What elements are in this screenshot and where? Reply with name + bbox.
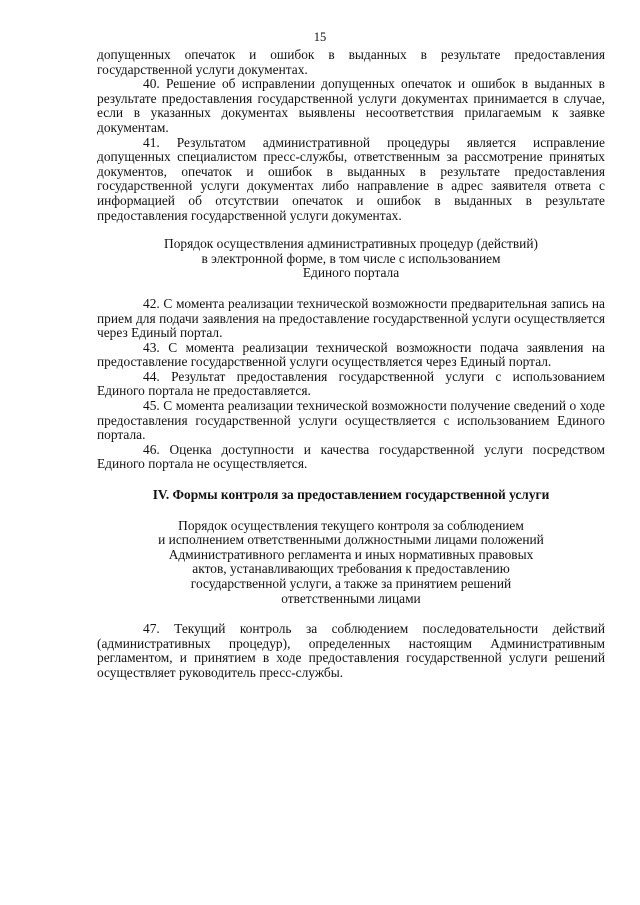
paragraph-intro: допущенных опечаток и ошибок в выданных в результате предоставления государственной услуги документах. [97,47,605,77]
subheading-electronic-procedures [97,237,605,281]
subheading-line: Административного регламента и иных нормативных правовых [168,546,534,562]
subheading-line: и исполнением ответственными должностными лицами положений [158,532,544,548]
paragraph-44: 44. Результат предоставления государственной услуги с использованием Единого портала не предоставляется. [97,368,605,399]
subheading-line: ответственными лицами [281,590,421,606]
subheading-line: Единого портала [302,265,400,281]
paragraph-43: 43. С момента реализации технической возможности подача заявления на предоставление государственной услуги осуществляется через Единый портал. [97,339,605,370]
paragraph-42: 42. С момента реализации технической возможности предварительная запись на прием для подачи заявления на предоставление государственной услуги осуществляется через Единый портал. [97,295,605,341]
paragraph-45: 45. С момента реализации технической возможности получение сведений о ходе предоставления государственной услуги осуществляется с использованием Единого портала. [97,398,605,443]
paragraph-40: 40. Решение об исправлении допущенных опечаток и ошибок в выданных в результате предоставления государственной услуги документах принимается в случае, если в указанных документах выявлены несоответствия прилагаемым к заявке документам. [97,76,605,135]
subheading-line: актов, устанавливающих требования к предоставлению [192,561,510,577]
subheading-line: Порядок осуществления административных процедур (действий) [164,236,538,252]
subheading-current-control [97,519,605,607]
paragraph-46: 46. Оценка доступности и качества государственной услуги посредством Единого портала не осуществляется. [97,441,605,472]
subheading-line: государственной услуги, а также за принятием решений [190,576,512,591]
section-title: IV. Формы контроля за предоставлением государственной услуги [152,487,550,503]
paragraph-41: 41. Результатом административной процедуры является исправление допущенных специалистом пресс-службы, ответственным за рассмотрение принятых документов, опечаток и ошибок в выданных в результате предоставления государственной услуги документах либо направление в адрес заявителя ответа с информацией об отсутствии опечаток и ошибок в выданных в результате предоставления государственной услуги документах. [97,134,605,223]
subheading-line: Порядок осуществления текущего контроля за соблюдением [178,517,524,533]
paragraph-47: 47. Текущий контроль за соблюдением последовательности действий (административных процедур), определенных настоящим Административным регламентом, и принятием в ходе предоставления государственной услуги решений осуществляет руководитель пресс-службы. [97,621,605,680]
page-number: 15 [313,30,327,44]
subheading-line: в электронной форме, в том числе с использованием [201,250,501,266]
document-body [97,48,605,681]
